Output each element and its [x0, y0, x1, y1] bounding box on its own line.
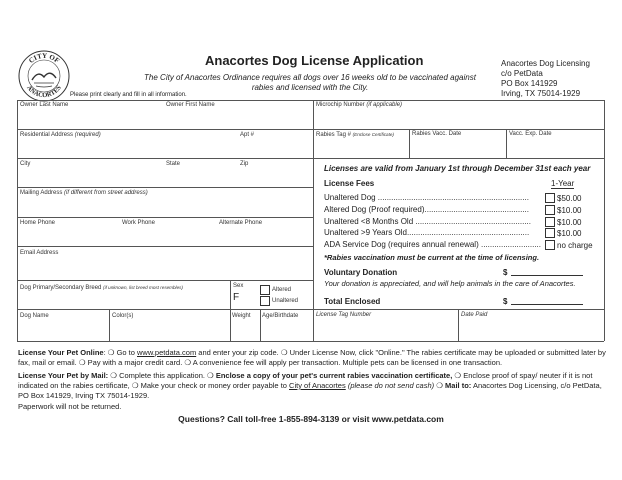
unaltered-label: Unaltered [272, 298, 299, 304]
mailing-address-field[interactable] [18, 196, 312, 216]
residential-address-field[interactable] [18, 138, 312, 157]
work-phone-label: Work Phone [122, 220, 155, 226]
zip-label: Zip [240, 161, 249, 167]
seal-text-top: CITY OF [27, 51, 61, 65]
fee-checkbox-under-8-months[interactable] [545, 217, 555, 227]
microchip-label: Microchip Number (if applicable) [316, 102, 403, 108]
rabies-tag-label: Rabies Tag # (Enclose Certificate) [316, 132, 394, 138]
email-label: Email Address [20, 250, 59, 256]
rabies-info-field[interactable] [314, 138, 603, 157]
weight-label: Weight [232, 313, 251, 319]
total-amount-field[interactable] [511, 295, 583, 305]
fee-amount: $10.00 [557, 218, 582, 227]
online-instructions: License Your Pet Online: ❍ Go to www.petdata.com and enter your zip code. ❍ Under License Now, click "Online." The rabies certificate may be uploaded or submitted later by fax, mail or email. ❍ Pay with a major credit card. ❍ A convenience fee will apply per transaction. Multiple pets can be licensed in one transaction. [18, 348, 606, 367]
apt-label: Apt # [240, 132, 255, 138]
altered-checkbox[interactable] [260, 285, 270, 295]
fee-row-label: Unaltered >9 Years Old....................................................... [324, 228, 530, 237]
paperwork-note: Paperwork will not be returned. [18, 402, 122, 411]
owner-last-name-label: Owner Last Name [20, 102, 69, 108]
fee-amount: no charge [557, 241, 593, 250]
sex-value[interactable]: F [233, 292, 240, 303]
alternate-phone-label: Alternate Phone [219, 220, 263, 226]
license-fees-heading: License Fees [324, 179, 375, 188]
email-field[interactable] [18, 256, 312, 279]
rabies-vacc-date-label: Rabies Vacc. Date [412, 131, 462, 137]
dog-name-label: Dog Name [20, 313, 49, 319]
mailing-address-block [501, 59, 590, 99]
total-currency: $ [503, 297, 508, 306]
age-label: Age/Birthdate [262, 313, 299, 319]
city-seal [18, 50, 70, 102]
altered-label: Altered [272, 287, 292, 293]
state-label: State [166, 161, 181, 167]
city-state-zip-field[interactable] [18, 167, 312, 186]
fee-amount: $10.00 [557, 229, 582, 238]
owner-name-field[interactable] [18, 108, 312, 128]
total-enclosed-label: Total Enclosed [324, 297, 381, 306]
fee-checkbox-over-9-years[interactable] [545, 228, 555, 238]
page-subtitle: The City of Anacortes Ordinance requires all dogs over 16 weeks old to be vaccinated against rabies and licensed with the City. [144, 73, 476, 92]
fee-period: 1-Year [551, 179, 575, 188]
home-phone-label: Home Phone [20, 220, 56, 226]
fee-row-label: Unaltered <8 Months Old .................................................... [324, 217, 531, 226]
fee-checkbox-ada-service[interactable] [545, 240, 555, 250]
residential-address-label: Residential Address (required) [20, 132, 101, 138]
vacc-exp-date-label: Vacc. Exp. Date [509, 131, 552, 137]
license-tag-label: License Tag Number [316, 312, 372, 318]
rabies-current-note: *Rabies vaccination must be current at the time of licensing. [324, 253, 540, 262]
colors-field[interactable] [110, 319, 229, 340]
colors-label: Color(s) [112, 313, 134, 319]
age-field[interactable] [261, 319, 312, 340]
license-validity-note: Licenses are valid from January 1st through December 31st each year [324, 164, 591, 173]
footer-contact: Questions? Call toll-free 1-855-894-3139 or visit www.petdata.com [178, 414, 444, 424]
city-label: City [20, 161, 31, 167]
address-line: PO Box 141929 [501, 79, 558, 88]
donation-currency: $ [503, 268, 508, 277]
seal-text-bottom: ANACORTES [25, 84, 63, 100]
address-line: Irving, TX 75014-1929 [501, 89, 581, 98]
mailing-address-label: Mailing Address (if different from street address) [20, 190, 148, 196]
weight-field[interactable] [231, 319, 259, 340]
donation-amount-field[interactable] [511, 266, 583, 276]
breed-label: Dog Primary/Secondary Breed (if unknown, list breed most resembles) [20, 285, 183, 291]
unaltered-checkbox[interactable] [260, 296, 270, 306]
date-paid-label: Date Paid [461, 312, 488, 318]
phone-field[interactable] [18, 226, 312, 245]
fee-amount: $50.00 [557, 194, 582, 203]
fee-row-label: Altered Dog (Proof required)............................................... [324, 205, 529, 214]
fee-amount: $10.00 [557, 206, 582, 215]
address-line: c/o PetData [501, 69, 543, 78]
print-note: Please print clearly and fill in all information. [70, 92, 187, 98]
page-title: Anacortes Dog License Application [205, 53, 424, 68]
sex-label: Sex [233, 283, 244, 289]
dog-name-field[interactable] [18, 319, 108, 340]
fee-row-label: ADA Service Dog (requires annual renewal) ........................... [324, 240, 541, 249]
owner-first-name-label: Owner First Name [166, 102, 215, 108]
breed-field[interactable] [18, 290, 229, 308]
fee-checkbox-altered[interactable] [545, 205, 555, 215]
fee-row-label: Unaltered Dog .................................................................... [324, 193, 529, 202]
petdata-link[interactable]: www.petdata.com [137, 348, 197, 357]
mail-instructions: License Your Pet by Mail: ❍ Complete this application. ❍ Enclose a copy of your pet's current rabies vaccination certificate, ❍ Enclose proof of spay/ neuter if it is not indicated on the rabies certificate, ❍ Make your check or money order payable to City of Anacortes (please do not send cash) ❍ Mail to: Anacortes Dog Licensing, c/o PetData, PO Box 141929, Irving TX 75014-1929. [18, 371, 602, 400]
microchip-field[interactable] [314, 108, 603, 128]
donation-label: Voluntary Donation [324, 268, 398, 277]
fee-checkbox-unaltered[interactable] [545, 193, 555, 203]
donation-note: Your donation is appreciated, and will help animals in the care of Anacortes. [324, 279, 576, 288]
address-line: Anacortes Dog Licensing [501, 59, 590, 68]
